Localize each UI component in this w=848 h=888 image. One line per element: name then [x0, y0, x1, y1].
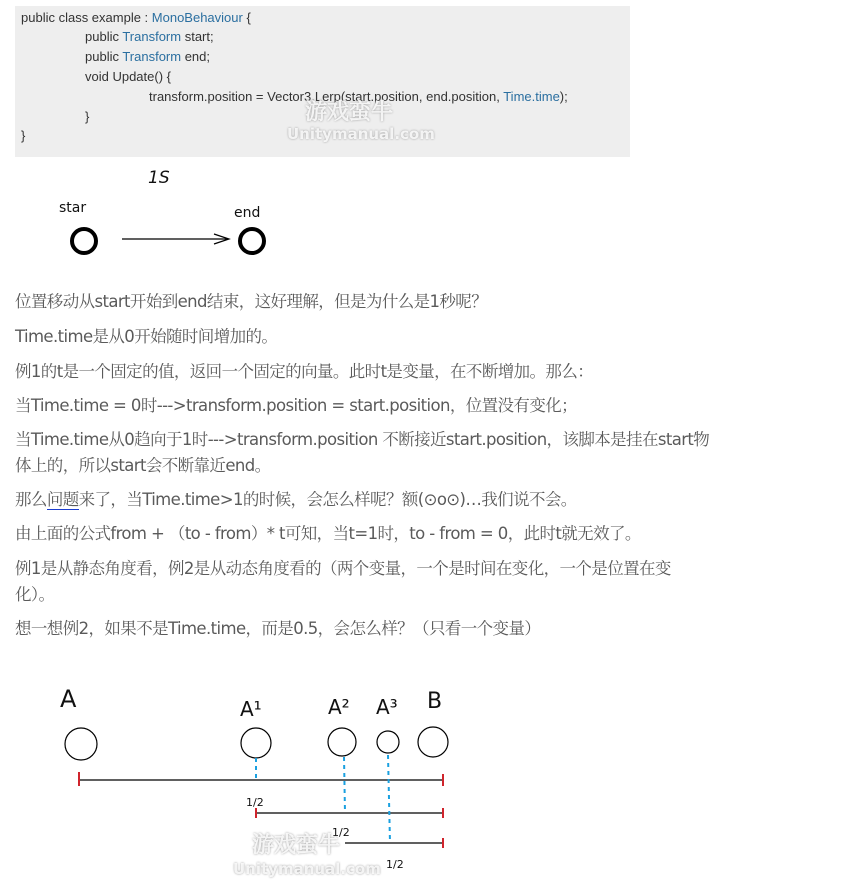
circle-a	[65, 728, 97, 760]
paragraph: Time.time是从0开始随时间增加的。	[15, 327, 278, 346]
label-b: B	[427, 689, 443, 714]
paragraph: 例1的t是一个固定的值，返回一个固定的向量。此时t是变量，在不断增加。那么：	[15, 362, 594, 381]
paragraph: 体上的，所以start会不断靠近end。	[15, 456, 271, 475]
paragraph: 当Time.time从0趋向于1时--->transform.position 不断接近start.position，该脚本是挂在start物	[15, 430, 710, 449]
code-line: public Transform end;	[85, 49, 211, 64]
circle-a2	[328, 728, 356, 756]
circle-b	[418, 727, 448, 757]
fraction-half: 1/2	[332, 826, 350, 839]
keyword-link[interactable]: 问题	[46, 490, 79, 509]
code-line: }	[85, 109, 90, 124]
start-circle	[72, 229, 96, 253]
watermark-en: Unitymanual.com	[233, 860, 381, 878]
paragraph: 当Time.time = 0时--->transform.position = start.position，位置没有变化；	[15, 396, 578, 415]
paragraph: 化）。	[15, 585, 55, 604]
label-a: A	[60, 685, 77, 713]
fraction-half: 1/2	[386, 858, 404, 871]
diagram-start-end	[59, 168, 264, 253]
label-a1: A¹	[240, 697, 262, 721]
code-line: }	[21, 128, 26, 143]
end-circle	[240, 229, 264, 253]
paragraph: 例1是从静态角度看，例2是从动态角度看的（两个变量，一个是时间在变化，一个是位置在变	[15, 559, 671, 578]
paragraph: 位置移动从start开始到end结束，这好理解，但是为什么是1秒呢？	[15, 292, 488, 311]
paragraph: 那么问题来了，当Time.time>1的时候，会怎么样呢？额(⊙o⊙)…我们说不会。	[15, 490, 577, 509]
code-line: transform.position = Vector3.Lerp(start.position, end.position, Time.time);	[149, 89, 568, 104]
start-label: star	[59, 200, 87, 216]
end-label: end	[234, 205, 261, 221]
code-line: public class example : MonoBehaviour {	[21, 10, 251, 25]
paragraph: 由上面的公式from + （to - from）* t可知，当t=1时，to - from = 0，此时t就无效了。	[15, 524, 641, 543]
label-a3: A³	[376, 695, 398, 719]
code-line: void Update() {	[85, 69, 171, 84]
paragraph: 想一想例2，如果不是Time.time，而是0.5，会怎么样？（只看一个变量）	[15, 619, 541, 638]
watermark-cn: 游戏蛮牛	[305, 100, 394, 125]
circle-a3	[377, 731, 399, 753]
duration-label: 1S	[148, 168, 170, 188]
fraction-half: 1/2	[246, 796, 264, 809]
label-a2: A²	[328, 695, 350, 719]
watermark-cn: 游戏蛮牛	[252, 833, 341, 858]
circle-a1	[241, 728, 271, 758]
code-line: public Transform start;	[85, 29, 214, 44]
watermark-en: Unitymanual.com	[287, 125, 435, 143]
